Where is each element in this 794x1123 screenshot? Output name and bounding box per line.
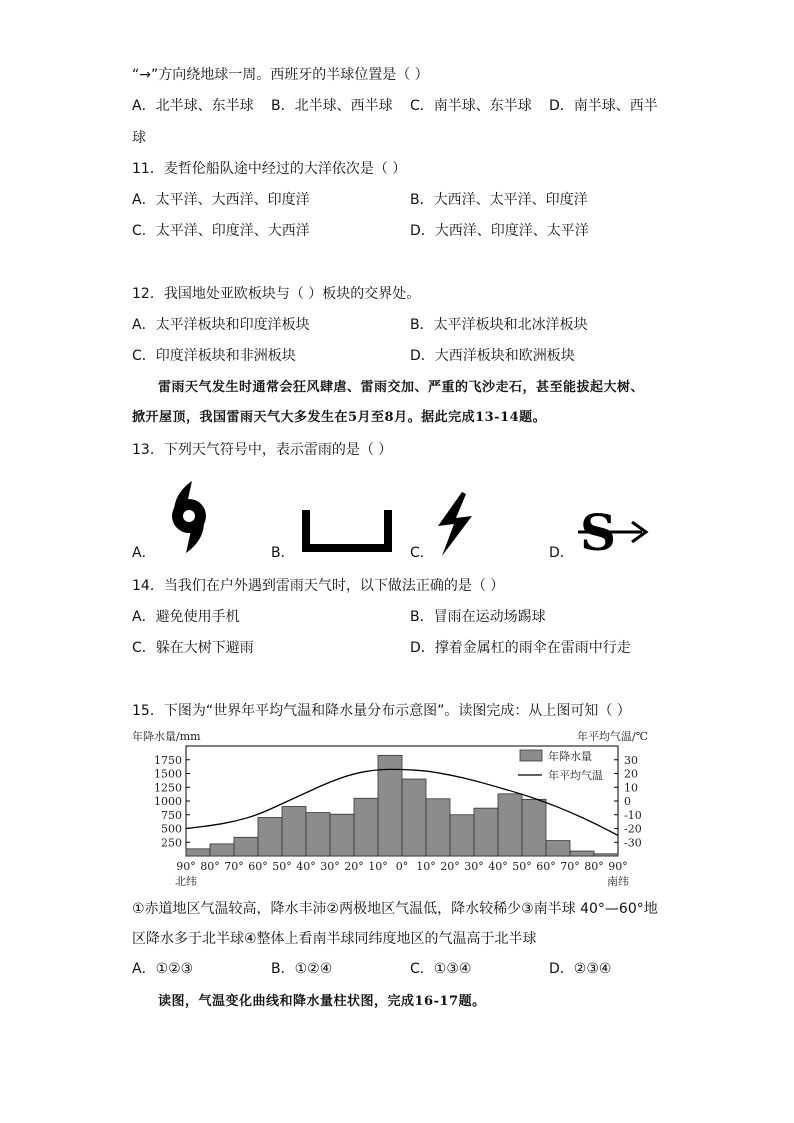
passage-16-17: 读图，气温变化曲线和降水量柱状图，完成16-17题。 [158, 994, 486, 1009]
precip-bar [234, 837, 258, 856]
x-tick-label: 30° [464, 860, 484, 873]
q10-stem: “→”方向绕地球一周。西班牙的半球位置是（ ） [132, 67, 429, 83]
x-tick-label: 10° [368, 860, 388, 873]
q12-option-c: C．印度洋板块和非洲板块 [132, 348, 296, 364]
thunderstorm-symbol-icon [432, 490, 478, 558]
q15-option-a: A．①②③ [132, 961, 194, 977]
q14-option-d: D．撑着金属杠的雨伞在雷雨中行走 [410, 640, 631, 656]
precip-bar [594, 854, 618, 856]
q13-stem: 13．下列天气符号中，表示雷雨的是（ ） [132, 442, 393, 458]
precip-bar [330, 814, 354, 856]
q15-option-c: C．①③④ [410, 961, 472, 977]
precip-bar [498, 794, 522, 856]
q14-option-b: B．冒雨在运动场踢球 [410, 609, 546, 625]
q10-option-d-wrap: 球 [132, 130, 146, 146]
q15-statements-line2: 区降水多于北半球④整体上看南半球同纬度地区的气温高于北半球 [132, 931, 537, 947]
x-end-label-south: 南纬 [607, 875, 629, 888]
x-tick-label: 50° [272, 860, 292, 873]
y-axis-label: 年降水量/mm [132, 730, 201, 743]
x-end-label-north: 北纬 [175, 875, 197, 888]
y-tick-label: 1000 [154, 795, 182, 808]
precip-bar [378, 755, 402, 856]
x-tick-label: 70° [224, 860, 244, 873]
precip-bar [282, 807, 306, 857]
y2-axis-label: 年平均气温/℃ [576, 730, 648, 743]
x-tick-label: 40° [488, 860, 508, 873]
x-tick-label: 60° [248, 860, 268, 873]
precip-bar [306, 813, 330, 856]
precip-bar [186, 849, 210, 856]
q11-option-b: B．大西洋、太平洋、印度洋 [410, 192, 588, 208]
y-tick-label: 1500 [154, 767, 182, 781]
x-tick-label: 90° [608, 860, 628, 873]
frost-symbol-icon [302, 508, 392, 554]
precip-bar [546, 841, 570, 856]
x-tick-label: 90° [176, 860, 196, 873]
y2-tick-label: 30 [624, 753, 638, 767]
precip-bar [570, 851, 594, 856]
sandstorm-symbol-icon [576, 504, 652, 558]
x-tick-label: 10° [416, 860, 436, 873]
x-tick-label: 20° [344, 860, 364, 873]
y2-tick-label: 0 [624, 795, 631, 808]
x-tick-label: 60° [536, 860, 556, 873]
q15-option-d: D．②③④ [549, 961, 612, 977]
passage-13-14-line2: 掀开屋顶，我国雷雨天气大多发生在5月至8月。据此完成13-14题。 [132, 410, 547, 425]
precip-bar [474, 808, 498, 856]
y2-tick-label: -20 [624, 822, 642, 836]
q10-option-b: B．北半球、西半球 [271, 98, 393, 114]
q13-label-d: D． [549, 545, 574, 561]
q12-option-a: A．太平洋板块和印度洋板块 [132, 317, 310, 333]
precip-bar [354, 798, 378, 856]
svg-text:S: S [580, 504, 617, 558]
q10-option-a: A．北半球、东半球 [132, 98, 254, 114]
q14-option-a: A．避免使用手机 [132, 609, 240, 625]
x-tick-label: 40° [296, 860, 316, 873]
q15-statements-line1: ①赤道地区气温较高，降水丰沛②两极地区气温低，降水较稀少③南半球 40°—60°地 [132, 901, 658, 917]
precip-bar [258, 818, 282, 857]
q10-option-c: C．南半球、东半球 [410, 98, 532, 114]
q11-option-d: D．大西洋、印度洋、太平洋 [410, 223, 589, 239]
y2-tick-label: -30 [624, 836, 642, 850]
y-tick-label: 1250 [154, 781, 182, 795]
y-tick-label: 750 [161, 808, 182, 822]
legend-label-temp: 年平均气温 [548, 769, 603, 782]
x-tick-label: 50° [512, 860, 532, 873]
x-tick-label: 30° [320, 860, 340, 873]
q14-stem: 14．当我们在户外遇到雷雨天气时，以下做法正确的是（ ） [132, 578, 505, 594]
y2-tick-label: -10 [624, 808, 642, 822]
precip-bar [402, 779, 426, 856]
y2-tick-label: 10 [624, 781, 638, 795]
precip-bar [426, 799, 450, 856]
x-tick-label: 70° [560, 860, 580, 873]
q10-option-d: D．南半球、西半 [549, 98, 658, 114]
q12-option-b: B．太平洋板块和北冰洋板块 [410, 317, 588, 333]
y-tick-label: 500 [161, 822, 182, 836]
q11-stem: 11．麦哲伦船队途中经过的大洋依次是（ ） [132, 161, 407, 177]
q11-option-c: C．太平洋、印度洋、大西洋 [132, 223, 310, 239]
q15-stem: 15．下图为“世界年平均气温和降水量分布示意图”。读图完成：从上图可知（ ） [132, 703, 631, 719]
y-tick-label: 250 [161, 836, 182, 850]
q11-option-a: A．太平洋、大西洋、印度洋 [132, 192, 310, 208]
legend-label-precip: 年降水量 [548, 750, 592, 763]
precip-bar [522, 799, 546, 856]
passage-13-14-line1: 雷雨天气发生时通常会狂风肆虐、雷雨交加、严重的飞沙走石，甚至能拔起大树、 [158, 380, 645, 395]
precip-bar [450, 815, 474, 856]
q13-label-c: C． [410, 545, 434, 561]
climate-chart [128, 726, 658, 892]
x-tick-label: 0° [395, 860, 409, 873]
x-tick-label: 80° [200, 860, 220, 873]
q13-label-b: B． [271, 545, 295, 561]
q12-option-d: D．大西洋板块和欧洲板块 [410, 348, 575, 364]
q12-stem: 12．我国地处亚欧板块与（ ）板块的交界处。 [132, 286, 421, 302]
q13-label-a: A． [132, 545, 156, 561]
x-tick-label: 80° [584, 860, 604, 873]
typhoon-symbol-icon [164, 478, 214, 556]
y2-tick-label: 20 [624, 767, 638, 781]
y-tick-label: 1750 [154, 753, 182, 767]
precip-bar [210, 844, 234, 856]
x-tick-label: 20° [440, 860, 460, 873]
q14-option-c: C．躲在大树下避雨 [132, 640, 254, 656]
legend-swatch-precip [520, 750, 542, 761]
q15-option-b: B．①②④ [271, 961, 333, 977]
